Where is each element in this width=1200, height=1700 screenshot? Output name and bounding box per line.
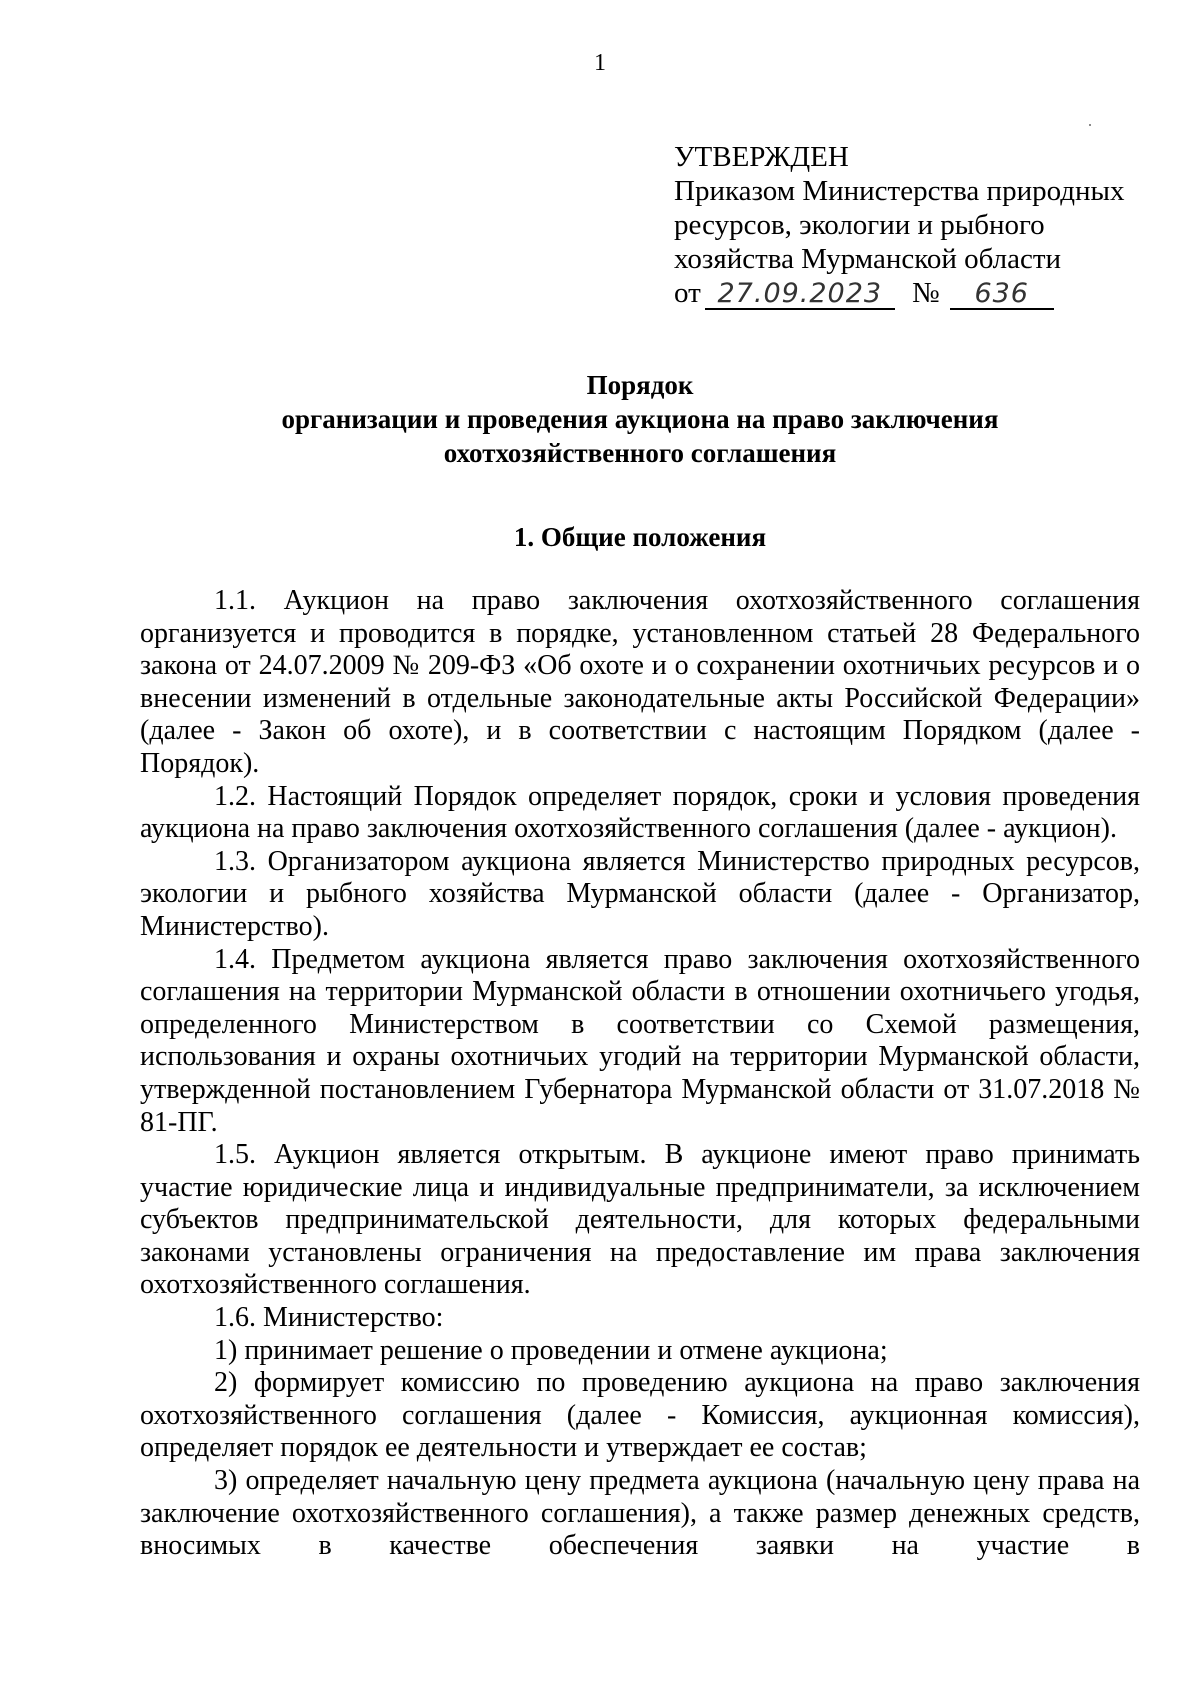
title-line-3: охотхозяйственного соглашения: [443, 438, 837, 468]
approval-date-line: [674, 276, 1144, 310]
page-number: 1: [594, 50, 606, 76]
title-line-1: Порядок: [586, 370, 694, 400]
approval-heading: УТВЕРЖДЕН: [674, 141, 849, 173]
body-text: [140, 585, 1140, 1563]
list-item-3: 3) определяет начальную цену предмета аукциона (начальную цену права на заключение охотхозяйственного соглашения), а также размер денежных средств, вносимых в качестве обеспечения заявки на участие в: [140, 1465, 1140, 1562]
paragraph-1-4: 1.4. Предметом аукциона является право заключения охотхозяйственного соглашения на территории Мурманской области в отношении охотничьего угодья, определенного Министерством в соответствии со Схемой размещения, использования и охраны охотничьих угодий на территории Мурманской области, утвержденной постановлением Губернатора Мурманской области от 31.07.2018 № 81-ПГ.: [140, 943, 1140, 1138]
handwritten-number: 636: [950, 280, 1054, 310]
paragraph-1-2: 1.2. Настоящий Порядок определяет порядок, сроки и условия проведения аукциона на право заключения охотхозяйственного соглашения (далее - аукцион).: [140, 780, 1140, 845]
handwritten-date: 27.09.2023: [705, 280, 895, 310]
paragraph-1-3: 1.3. Организатором аукциона является Министерство природных ресурсов, экологии и рыбного хозяйства Мурманской области (далее - Организатор, Министерство).: [140, 845, 1140, 942]
list-item-1: 1) принимает решение о проведении и отмене аукциона;: [214, 1334, 888, 1366]
number-prefix: №: [912, 277, 940, 309]
date-prefix: от: [674, 277, 701, 309]
approval-line-2: ресурсов, экологии и рыбного: [674, 209, 1045, 241]
scan-speck: [1089, 124, 1091, 126]
list-item-2: 2) формирует комиссию по проведению аукциона на право заключения охотхозяйственного соглашения (далее - Комиссия, аукционная комиссия), определяет порядок ее деятельности и утверждает ее состав;: [140, 1367, 1140, 1464]
approval-stamp-block: [674, 140, 1144, 310]
paragraph-1-1: 1.1. Аукцион на право заключения охотхозяйственного соглашения организуется и проводится в порядке, установленном статьей 28 Федерального закона от 24.07.2009 № 209-ФЗ «Об охоте и о сохранении охотничьих ресурсов и о внесении изменений в отдельные законодательные акты Российской Федерации» (далее - Закон об охоте), и в соответствии с настоящим Порядком (далее - Порядок).: [140, 585, 1140, 779]
document-title: [140, 368, 1140, 470]
approval-line-1: Приказом Министерства природных: [674, 175, 1125, 207]
title-line-2: организации и проведения аукциона на право заключения: [281, 404, 999, 434]
approval-line-3: хозяйства Мурманской области: [674, 243, 1062, 275]
paragraph-1-5: 1.5. Аукцион является открытым. В аукционе имеют право принимать участие юридические лица и индивидуальные предприниматели, за исключением субъектов предпринимательской деятельности, для которых федеральными законами установлены ограничения на предоставление им права заключения охотхозяйственного соглашения.: [140, 1139, 1140, 1301]
paragraph-1-6: 1.6. Министерство:: [214, 1302, 444, 1334]
section-heading: 1. Общие положения: [513, 522, 767, 552]
